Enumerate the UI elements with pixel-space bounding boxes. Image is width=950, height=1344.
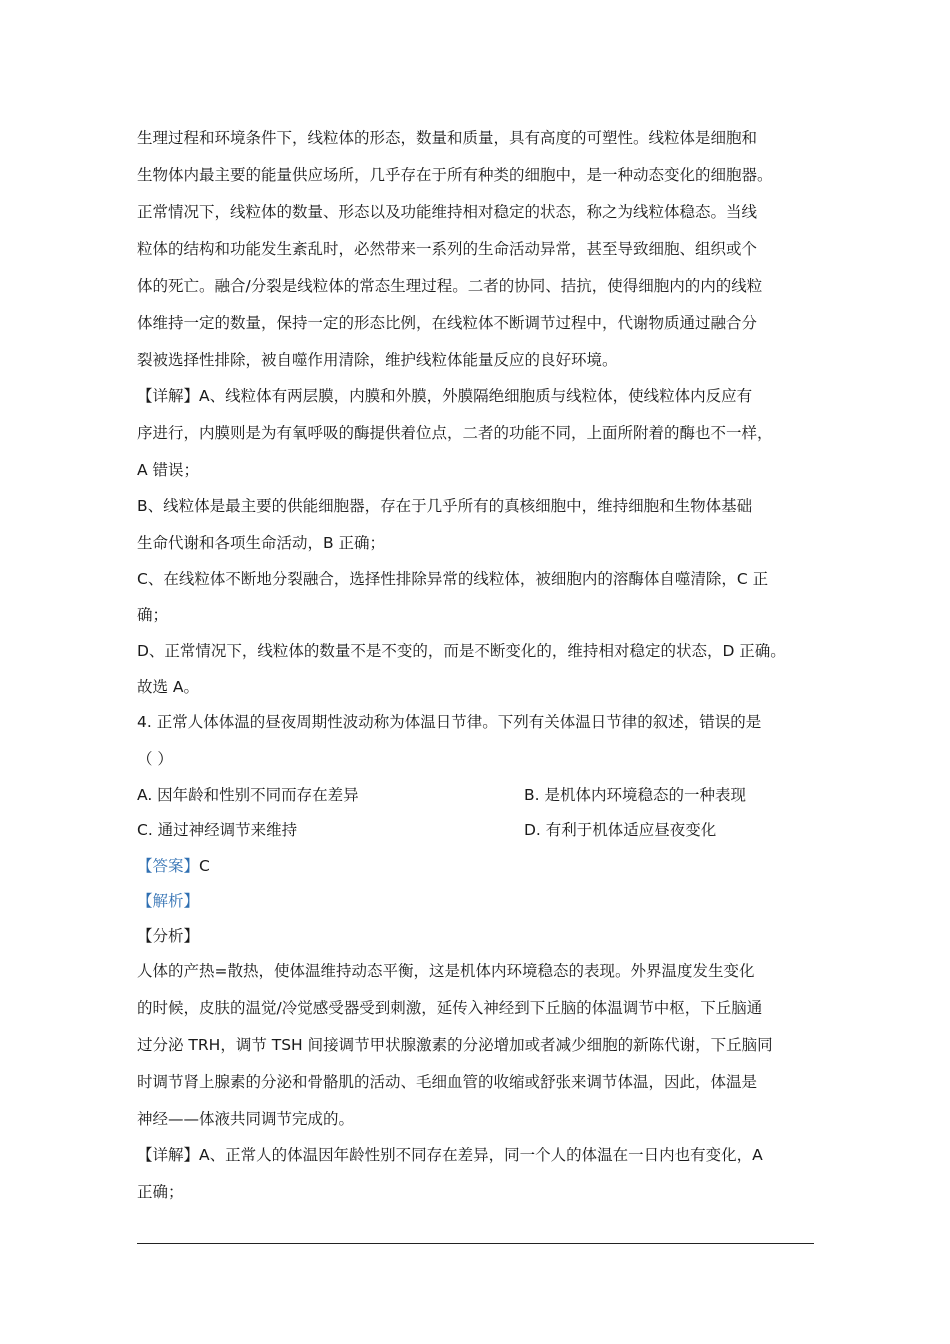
option-b: B. 是机体内环境稳态的一种表现 xyxy=(524,786,746,804)
question-stem: 4. 正常人体体温的昼夜周期性波动称为体温日节律。下列有关体温日节律的叙述，错误的是 xyxy=(137,713,762,731)
q3-detail-line: D、正常情况下，线粒体的数量不是不变的，而是不断变化的，维持相对稳定的状态，D 正确。 xyxy=(137,642,786,660)
fenxi-line: 人体的产热=散热，使体温维持动态平衡，这是机体内环境稳态的表现。外界温度发生变化 xyxy=(137,962,755,980)
option-a: A. 因年龄和性别不同而存在差异 xyxy=(137,786,359,804)
q3-detail-line: A 错误； xyxy=(137,461,200,479)
q3-detail-line: B、线粒体是最主要的供能细胞器，存在于几乎所有的真核细胞中，维持细胞和生物体基础 xyxy=(137,497,753,515)
analysis-line: 生理过程和环境条件下，线粒体的形态，数量和质量，具有高度的可塑性。线粒体是细胞和 xyxy=(137,129,758,147)
option-c: C. 通过神经调节来维持 xyxy=(137,821,298,839)
analysis-line: 粒体的结构和功能发生紊乱时，必然带来一系列的生命活动异常，甚至导致细胞、组织或个 xyxy=(137,240,758,258)
option-d: D. 有利于机体适应昼夜变化 xyxy=(524,821,717,839)
analysis-line: 裂被选择性排除，被自噬作用清除，维护线粒体能量反应的良好环境。 xyxy=(137,351,618,369)
answer-label: 【答案】 xyxy=(137,857,200,875)
fenxi-line: 神经——体液共同调节完成的。 xyxy=(137,1110,355,1128)
fenxi-line: 的时候，皮肤的温觉/冷觉感受器受到刺激，延传入神经到下丘脑的体温调节中枢，下丘脑通 xyxy=(137,999,763,1017)
q4-detail-line: 【详解】A、正常人的体温因年龄性别不同存在差异，同一个人的体温在一日内也有变化，A xyxy=(137,1146,763,1164)
analysis-line: 正常情况下，线粒体的数量、形态以及功能维持相对稳定的状态，称之为线粒体稳态。当线 xyxy=(137,203,758,221)
q4-detail-line: 正确； xyxy=(137,1183,184,1201)
answer-value: C xyxy=(199,857,210,875)
jiexi-label: 【解析】 xyxy=(137,892,200,910)
answer-line xyxy=(137,856,210,876)
q3-detail-line: 故选 A。 xyxy=(137,678,200,696)
question-paren: （ ） xyxy=(137,750,173,768)
q3-detail-line: C、在线粒体不断地分裂融合，选择性排除异常的线粒体，被细胞内的溶酶体自噬清除，C 正 xyxy=(137,570,769,588)
footer-rule xyxy=(137,1243,814,1244)
fenxi-line: 时调节肾上腺素的分泌和骨骼肌的活动、毛细血管的收缩或舒张来调节体温，因此，体温是 xyxy=(137,1073,758,1091)
analysis-line: 体维持一定的数量，保持一定的形态比例，在线粒体不断调节过程中，代谢物质通过融合分 xyxy=(137,314,758,332)
q3-detail-line: 【详解】A、线粒体有两层膜，内膜和外膜，外膜隔绝细胞质与线粒体，使线粒体内反应有 xyxy=(137,387,753,405)
q3-detail-line: 确； xyxy=(137,606,169,624)
fenxi-label: 【分析】 xyxy=(137,927,200,945)
q3-detail-line: 生命代谢和各项生命活动，B 正确； xyxy=(137,534,386,552)
analysis-line: 体的死亡。融合/分裂是线粒体的常态生理过程。二者的协同、拮抗，使得细胞内的内的线粒 xyxy=(137,277,763,295)
q3-detail-line: 序进行，内膜则是为有氧呼吸的酶提供着位点，二者的功能不同，上面所附着的酶也不一样， xyxy=(137,424,773,442)
fenxi-line: 过分泌 TRH，调节 TSH 间接调节甲状腺激素的分泌增加或者减少细胞的新陈代谢，下丘脑同 xyxy=(137,1036,773,1054)
analysis-line: 生物体内最主要的能量供应场所，几乎存在于所有种类的细胞中，是一种动态变化的细胞器。 xyxy=(137,166,773,184)
